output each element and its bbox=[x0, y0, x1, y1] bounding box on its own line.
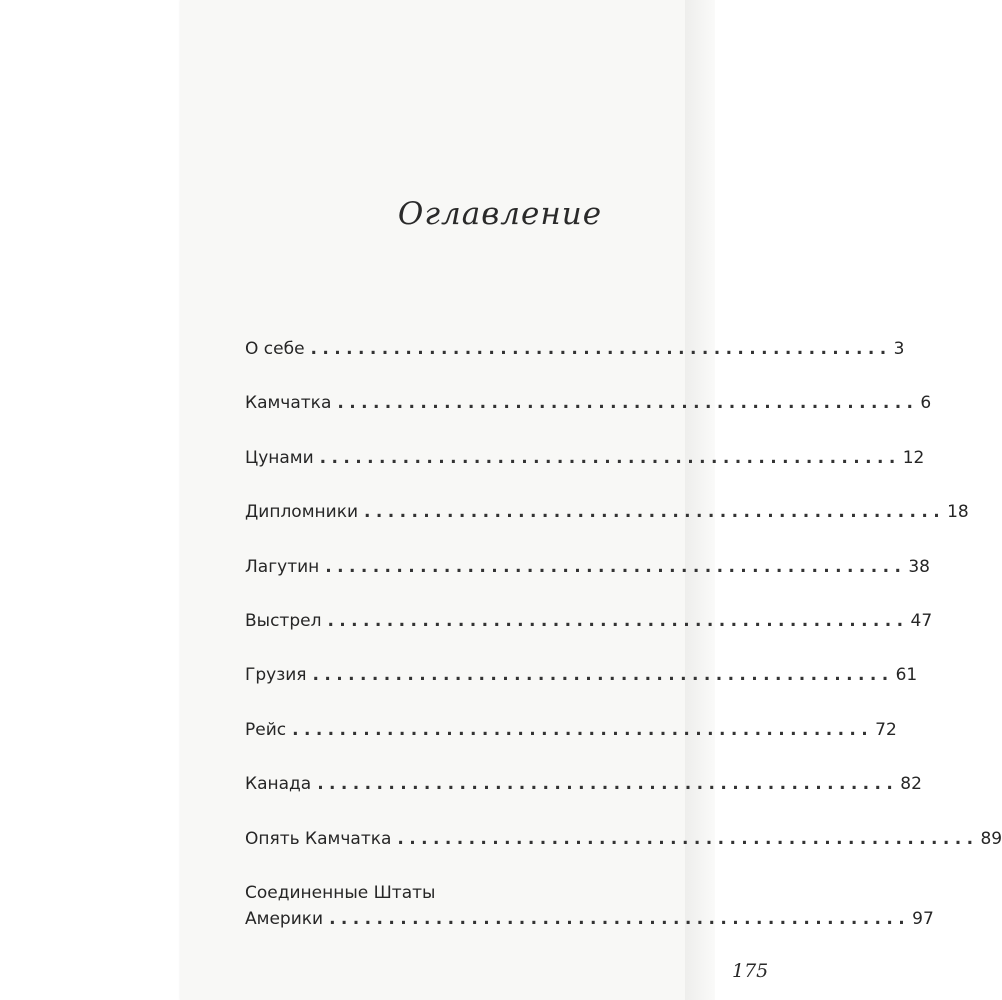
toc-leader-dots: ................................................. bbox=[325, 556, 907, 577]
toc-leader-dots: ................................................. bbox=[327, 610, 909, 631]
toc-entry-title: Дипломники bbox=[245, 502, 359, 523]
toc-entry-title: Лагутин bbox=[245, 556, 320, 577]
toc-entry bbox=[245, 608, 933, 662]
toc-entry-title: Выстрел bbox=[245, 610, 322, 631]
toc-entry-page: 97 bbox=[912, 908, 934, 929]
toc-entry-title: Грузия bbox=[245, 665, 307, 686]
toc-entry-page: 72 bbox=[875, 719, 897, 740]
toc-leader-dots: ................................................. bbox=[397, 828, 979, 849]
toc-entry bbox=[245, 499, 969, 553]
toc-entry-title: О себе bbox=[245, 339, 305, 359]
toc-entry bbox=[245, 662, 918, 716]
toc-entry-page: 6 bbox=[920, 393, 932, 414]
toc-leader-dots: ................................................. bbox=[319, 447, 901, 468]
toc-entry-title: Рейс bbox=[245, 719, 287, 740]
toc-entry bbox=[245, 771, 922, 825]
toc-entry bbox=[245, 445, 925, 499]
toc-leader-dots: ................................................. bbox=[337, 393, 919, 414]
toc-leader-dots: ................................................. bbox=[310, 339, 892, 359]
toc-leader-dots: ................................................. bbox=[292, 719, 874, 740]
toc-entry-title: Канада bbox=[245, 774, 312, 795]
toc-entry bbox=[245, 826, 1002, 880]
toc-entry-page: 82 bbox=[900, 774, 922, 795]
toc-entry bbox=[245, 390, 932, 444]
table-of-contents bbox=[245, 336, 1002, 956]
toc-heading: Оглавление bbox=[397, 196, 603, 232]
toc-entry-title-line1: Соединенные Штаты bbox=[245, 882, 436, 903]
toc-entry bbox=[245, 717, 897, 771]
toc-leader-dots: ................................................. bbox=[329, 908, 911, 929]
toc-entry bbox=[245, 554, 930, 608]
toc-entry bbox=[245, 336, 905, 390]
page-number: 175 bbox=[732, 960, 769, 982]
toc-leader-dots: ................................................. bbox=[312, 665, 894, 686]
toc-entry-page: 3 bbox=[893, 339, 905, 359]
toc-entry-page: 12 bbox=[902, 447, 925, 468]
toc-entry-title: Америки bbox=[245, 908, 324, 929]
toc-entry-page: 89 bbox=[980, 828, 1002, 849]
toc-entry-title: Опять Камчатка bbox=[245, 828, 392, 849]
toc-leader-dots: ................................................. bbox=[364, 502, 946, 523]
toc-entry-title: Камчатка bbox=[245, 393, 332, 414]
toc-entry-page: 38 bbox=[908, 556, 930, 577]
toc-entry-page: 47 bbox=[910, 610, 933, 631]
toc-entry bbox=[245, 880, 934, 956]
toc-entry-page: 61 bbox=[895, 665, 918, 686]
toc-leader-dots: ................................................. bbox=[317, 774, 899, 795]
toc-entry-page: 18 bbox=[947, 502, 969, 523]
toc-entry-title: Цунами bbox=[245, 447, 314, 468]
